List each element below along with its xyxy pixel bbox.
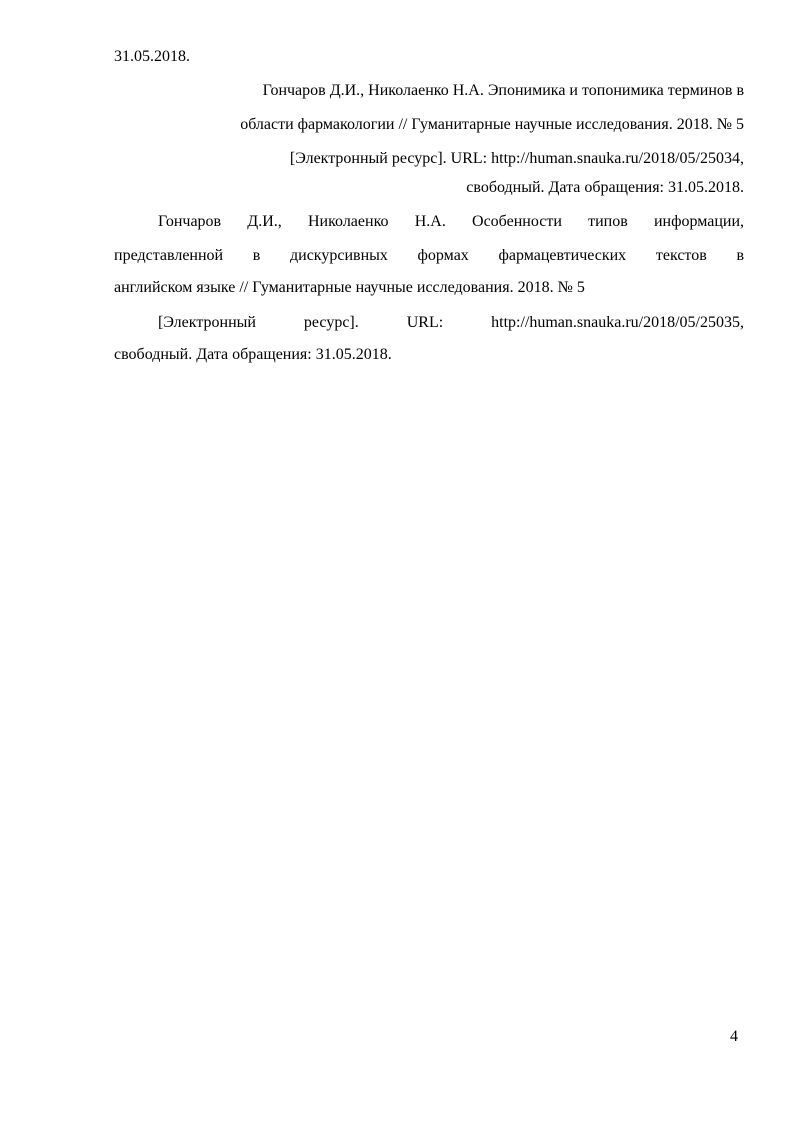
text-line: 31.05.2018. [114, 48, 190, 65]
page-number: 4 [730, 1028, 738, 1045]
text-line: Гончаров Д.И., Николаенко Н.А. Особенности типов информации, [158, 213, 744, 230]
text-line: свободный. Дата обращения: 31.05.2018. [466, 179, 744, 196]
text-line: Гончаров Д.И., Николаенко Н.А. Эпонимика и топонимика терминов в [262, 82, 744, 99]
text-line: представленной в дискурсивных формах фармацевтических текстов в [114, 247, 744, 264]
text-line: [Электронный ресурс]. URL: http://human.snauka.ru/2018/05/25035, [158, 314, 744, 331]
text-line: области фармакологии // Гуманитарные научные исследования. 2018. № 5 [240, 116, 744, 133]
text-line: [Электронный ресурс]. URL: http://human.snauka.ru/2018/05/25034, [289, 150, 744, 167]
text-line: свободный. Дата обращения: 31.05.2018. [114, 346, 392, 363]
text-line: английском языке // Гуманитарные научные исследования. 2018. № 5 [114, 279, 585, 296]
